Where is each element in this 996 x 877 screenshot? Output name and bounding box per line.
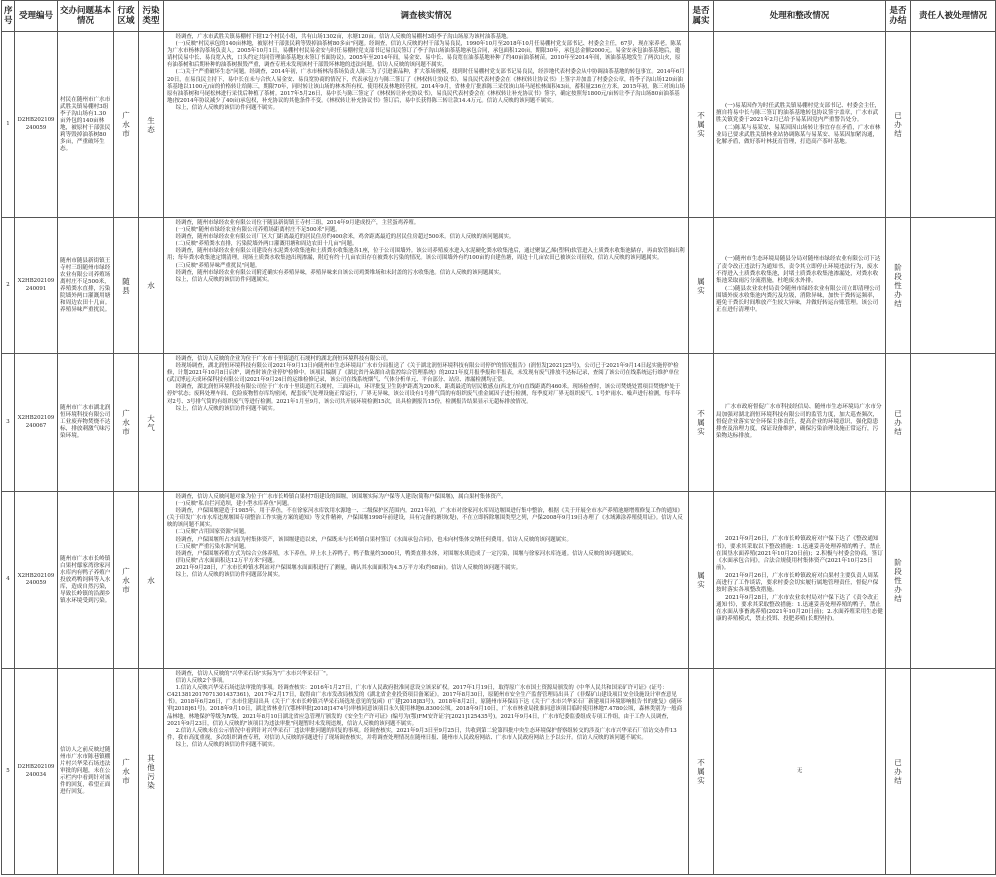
row-problem: 随州市随县新街镇王寺村三组随州市绿经农业有限公司养殖场离村庄不足500米，养殖粪水直排，污染院墙外两口灌溉用塘和周边农田十几亩。养殖异味严重扰民。 xyxy=(58,218,114,354)
row-no: 2 xyxy=(2,218,15,354)
row-rectification: 广水市政府督促广水市科技经信局、随州市生态环境局广水市分局加强对湖北润恒环境科技有限公司的监管力度，加大巡查频次，督促企业落实安全环保主体责任，提高企业的环境意识，强化隐患排查及治理力度，保证设备维护，确保污染治理设施正常运行，污染物达标排放。 xyxy=(714,354,886,492)
row-region: 广水市 xyxy=(114,492,139,669)
row-verified: 属实 xyxy=(689,492,714,669)
table-row xyxy=(2,492,996,669)
row-closed: 已办结 xyxy=(886,32,911,218)
row-responsible xyxy=(911,354,996,492)
row-problem: 随州市广水市长岭镇白果村鄢家湾徐家河水库内有鸭子养殖户投放鸡鸭饲料等入水库，造成自然污染，导致长岭镇的沿湖乡镇水环境受到污染。 xyxy=(58,492,114,669)
row-verified: 不属实 xyxy=(689,354,714,492)
row-region: 广水市 xyxy=(114,669,139,875)
row-rectification: 无 xyxy=(714,669,886,875)
header-type: 污染类型 xyxy=(139,1,164,32)
row-region: 随县 xyxy=(114,218,139,354)
row-investigation: 经调查，随州市绿经农业有限公司位于随县新街镇王寺村三组，2014年9月建成投产，主营蛋鸡养殖。 (一)反映"随州市绿经农业有限公司养殖场距离村庄不足500米"问题。 经调查，随州市绿经农业有限公司厂区大门距离最近的居民住房约400余米，鸡舍距离最近的居民住房超过500米。信访人反映的该问题属实。 (二)反映"养殖粪水直排，污染院墙外两口灌溉用塘和周边农田十几亩"问题。 经调查，随州市绿经农业有限公司建设有水泥粪水收集池和土质粪水收集池各1座，位于公司围墙外。该公司养殖废水进入水泥硬化粪水收集池后，通过聚氯乙烯(塑料)软管进入土质粪水收集池储存，再由软管抽出利用；每年粪水收集池定期清理，现场土质粪水收集池出现渗漏，附近有约十几亩农田存在被粪水污染的情况。该公司围墙外有约100亩的自建鱼塘，周边十几亩农田已被该公司征收，信访人反映的该问题属实。 (三)反映"养殖异味严重扰民"问题。 经调查，随州市绿经农业有限公司附近确实有养殖异味，养殖异味来自该公司鸡粪堆场和未封盖的污水收集池。信访人反映的该问题属实。 综上，信访人反映的该信访件问题属实。 xyxy=(164,218,689,354)
row-investigation: 经调查，信访人反映的"兴华采石场"实际为"广水市兴华采石厂"。 信访人反映2个事项。 1.信访人反映兴华采石场违法审批的事项。经调查核实：2016年1月27日，广水市人民政府批准同意设立该采矿权。2017年1月19日，取得原广水市国土资源局颁发的《中华人民共和国采矿许可证》(证号：C4213812017071301437361)，2017年2月17日，取得由广水市发改局核发的《湖北省企业投资项目备案证》。2017年8月30日，原随州市安全生产监督管理局出具了《非煤矿山建设项目安全设施设计审查意见书》。2018年6月26日，广水市住建局出具《关于广水市长岭镇兴华采石场选址意见的复函》(广建[2018]83号)。2018年8月2日，原随州市环保局下达《关于广水市兴华采石厂新建项目环境影响报告书的批复》(随环审[2018]61号)。2018年9月10日，湖北省林业厅(鄂林审批[2018]1474号)审核同意该项目永久使用林地6.8300公顷。2018年9月10日，广水市林业局批准同意该项目临时使用林地7.4780公顷，森林类别为一般商品林地，林地保护等级为Ⅳ级。2021年8月10日湖北省应急管理厅颁发的《安全生产许可证》(编号为(鄂)FM安许证字[2021]125435号)。2021年9月4日，广水市纪委监委组成专项工作组，由于工作人员调查，2021年9月23日，信访人反映的"该项目为违法审批"问题暂时未发现违规，信访人反映的该问题不属实。 2.信访人反映未在公示情况中看到针对兴华采石厂违法审批问题的回复的事项。经调查核实，2021年9月3日至9月25日，共收到第二轮第四批中央生态环境保护督察组转交的涉及广水市兴华采石厂信访交办件13件，我市高度重视，多次组织调查专班，对信访人反映的问题进行了现场调查核实，并将调查处理情况在随州日报、随州市人民政府网站、广水市人民政府网站上予以公开。信访人反映的该问题不属实。 综上，信访人反映的该信访件问题不属实。 xyxy=(164,669,689,875)
row-no: 1 xyxy=(2,32,15,218)
row-responsible xyxy=(911,492,996,669)
row-closed: 已办结 xyxy=(886,354,911,492)
table-row xyxy=(2,32,996,218)
header-investigation: 调查核实情况 xyxy=(164,1,689,32)
row-responsible xyxy=(911,218,996,354)
row-problem: 信访人之前反映过随州市广水市陈巷镇棚片村兴华采石场违法审批的问题，未在公示栏内中看到针对该件的回复，希望正面进行回复。 xyxy=(58,669,114,875)
row-code: X2HB202109240059 xyxy=(15,492,58,669)
row-rectification: (一)易某因作为时任武胜关镇易棚村党支部书记、村委会主任，擅自将易中长与陈三签订的油茶基地转包协议签字盖章，广水市武胜关镇党委于2021年2月已给予易某因党内严重警告处分。 (二)陈某与易某安、易某因因山场转让事宜存在矛盾，广水市林业局已要求武胜关镇林业站协调陈某与易某安、易某因加紧沟通，化解矛盾，做好茶叶林抚育管理，打造高产茶叶基地。 xyxy=(714,32,886,218)
table-row xyxy=(2,669,996,875)
row-type: 大气 xyxy=(139,354,164,492)
row-closed: 阶段性办结 xyxy=(886,218,911,354)
row-investigation: 经调查，广水市武胜关镇易棚村下辖12个村民小组，共有山场1302亩，水塘120亩。信访人反映的易棚村3组李子沟山场原为该村油茶基地。 (一)反映"村民承包的140亩林地，被原村干部张民莉等毁掉油茶树80多亩"问题。经调查，信访人反映的村干部为易良民，1990年10月至2018年10月任易棚村党支部书记、村委会主任，67岁，现在家养老。陈某为广水市杨林沟茶场负责人。2005年10月1日，易棚村村民易金安与时任易棚村党支部书记易良民签订了李子沟山场油茶基地承包合同，承包面积120亩，期限30年，承包总金额2000元。易金安承包油茶基地后，邀请村民易中长、易良宽入伙，口头约定共同管理油茶基地(未签订书面协议)。2005年至2014年间，易金安、易中长、易良宽在油茶基地补种了约40亩油茶树苗。2010年至2014年间，该油茶基地发生了两次山火，原有油茶树和后期补种的油茶树损毁严重，调查专班未发现该村干部毁坏林地的违法问题。信访人反映的该问题不属实。 (二)关于"严重破坏生态"问题。经调查，2014年初，广水市杨林沟茶场负责人陈三为了引进新品种，扩大茶场规模，找到时任易棚村党支部书记易良民，经涉地代表村委会从中协调油茶基地的转包事宜。2014年6月20日，在易良民主持下，易中长在未与合伙人易金安、易良宽协商的情况下，代表承包方与陈三签订了《林权转让协议书》，易良民代表村委会在《林权转让协议书》上签字并加盖了村委会公章，将李子沟山场120亩油茶基地以1100元/亩的价格转让给陈三，期限70年，同时转让该山场的林木所有权、使用权及林地经营权。2014年9月，省林业厅批准陈三采伐该山场马尾松林面积43亩，蓄积量236立方米。2015年初，陈三对该山场原有油茶树和马尾松林进行采伐后种植了茶树。2017年5月26日，易中长与陈三签定了《林权转让补充协议书》，易良民代表村委会在《林权转让补充协议书》签字，确定按照每1800元/亩转让李子沟山场80亩油茶基地(按2014年协议减少了40亩)承包权，补充协议的其他条件不变。《林权转让补充协议书》签订后，易中长获得陈三转让款14.4万元。信访人反映的该问题不属实。 综上，信访人反映的该信访件问题不属实。 xyxy=(164,32,689,218)
header-rectification: 处理和整改情况 xyxy=(714,1,886,32)
row-type: 其他污染 xyxy=(139,669,164,875)
row-region: 广水市 xyxy=(114,32,139,218)
header-verified: 是否属实 xyxy=(689,1,714,32)
row-no: 3 xyxy=(2,354,15,492)
row-rectification: (一)随州市生态环境局随县分局对随州市绿经农业有限公司下达了责令改正违法行为通知书，责令其立即停止环境违法行为，废水不得进入土质粪水收集池，封堵土质粪水收集池渗漏处，对粪水收集池采取雨污分流措施，杜绝废水外排。 (二)随县农业农村局责令随州市绿经农业有限公司立即清理公司围墙外废水收集池内粪污及垃圾，消除异味，加快干粪转运频率，避免干粪长时间堆放产生较大异味，并做好转运台账管理。该公司正在进行清理中。 xyxy=(714,218,886,354)
row-region: 广水市 xyxy=(114,354,139,492)
header-problem: 交办问题基本情况 xyxy=(58,1,114,32)
header-code: 受理编号 xyxy=(15,1,58,32)
row-code: D2HB202109240034 xyxy=(15,669,58,875)
row-code: X2HB202109240067 xyxy=(15,354,58,492)
row-code: X2HB202109240091 xyxy=(15,218,58,354)
header-closed: 是否办结 xyxy=(886,1,911,32)
row-problem: 随州市广水市湖北润恒环境科技有限公司工业废弃物焚烧不达标，排放刺激气味污染环境。 xyxy=(58,354,114,492)
header-row xyxy=(2,1,996,32)
row-verified: 不属实 xyxy=(689,669,714,875)
row-type: 水 xyxy=(139,492,164,669)
row-rectification: 2021年9月26日，广水市长岭镇政府对户保下达了《整改通知书》，要求其采取以下整改措施：1.迅速妥善处理养殖的鸭子，禁止在围垦水面养殖(2021年10月20日前)；2.积极与村委会协商，签订《水面承包合同》，合法合规使用村集体资产(2021年10月25日前)。 2021年9月26日，广水市长岭镇政府对白果村主要负责人周某高进行了工作谈话，要求村委会切实履行属地管理责任，督促户保按时落实各项整改措施。 2021年9月28日，广水市农业农村局对户保下达了《责令改正通知书》，要求其采取整改措施：1.迅速妥善处理养殖的鸭子，禁止在水面从事畜禽养殖(2021年10月20日前)；2.水面养殖采用生态健康的养殖模式，禁止投饵、投肥养殖(长期坚持)。 xyxy=(714,492,886,669)
table-row xyxy=(2,354,996,492)
row-responsible xyxy=(911,669,996,875)
row-investigation: 经调查，信访人反映问题对象为位于广水市长岭镇白果村7组建设的围堰，该围堰实际为户保等人建设(简称户保围堰)，属白果村集体资产。 (一)反映"私自拦河造坝，建小型水库养鱼"问题。 经调查，户保围堰建造于1985年，用于养鱼，不在徐家河水库饮用水源地一、二级保护区范围内。2021年初，广水市对徐家河水库周边堰围进行集中整治，根据《关于开展全市水产养殖池塘增殖修复工作的通知》(关于印发广水市水库违规堰围专项整治工作实施方案的通知》等文件精神，户保围堰1998年前建设，具有完备的塘坝(堤)，不在立即拆除堰围类型之列，户保2008年9月19日办理了《水域滩涂养殖使用证》。信访人反映的该问题不属实。 (二)反映"占用国家资源"问题。 经调查，户保围堰所占水面为村集体资产，该围堰建造以来，户保既未与长岭镇白果村签订《水面承包合同》，也未向村集体交纳任何费用。信访人反映的该问题属实。 (三)反映"严重污染水源"问题。 经调查，户保围堰养殖方式为综合立体养殖，水下养鱼，岸上水上养鸭子，鸭子数量约3000只，鸭粪直排水体，对围堰水质造成了一定污染，围堰与徐家河水库连通。信访人反映的该问题属实。 (四)反映"占水面面积达12万平方米"问题。 2021年9月28日，广水市长岭镇水利站对户保围堰水面面积进行了测量，确认其水面面积为4.5万平方米(约68亩)。信访人反映的该问题不属实。 综上，信访人反映的该信访件问题部分属实。 xyxy=(164,492,689,669)
table-row xyxy=(2,218,996,354)
row-code: D2HB202109240059 xyxy=(15,32,58,218)
row-no: 4 xyxy=(2,492,15,669)
row-investigation: 经调查，信访人反映的企业为位于广水市十里街道红石埂村的湖北润恒环境科技有限公司。 经现场调查，湖北润恒环境科技有限公司2021年9月13日向随州市生态环境局广水市分局报送了《关于湖北润恒环境科技有限公司停炉的情况报告》(润恒发[2021]25号)，公司已于2021年9月14日起实施停炉检修，计划2021年10月8日启炉，调查时该企业停炉检修中。该项目编制了《湖北省丹朵湖自动监控综合管理系统》的2021年度月报季报和半报表，未发现有废气排放不达标记录，查阅了该公司在线系统运行维护单位(武汉博远天成环保科技有限公司)2021年9月24日的运维检修记录，该公司在线系统烟气、气体分析单元、平台部分、站房、渗漏检测均正常。 经调查，湖北润恒环境科技有限公司位于广水市十里街道红石埂村，三面环山，环评批复卫生防护距离为200米，距离最近的居民敏感点(西北方向)直线距离约460米。现场检查时，该公司焚烧处置项目焚烧炉处于停炉状态；废料处理车间、危险废物暂存库均密闭，配套废气处理设施正常运行，厂界无异味，该公司设有1号排气筒的有组织废气重金属因子进行检测，每季度对厂界无组织废气、1号炉雨水、噪声进行检测，每半年对2号、3号排气筒的有组织废气等进行检测。2021年1月至9月，该公司共开展环境检测15次，出具检测报告15份，检测报告结果显示无超标排放情况。 综上，信访人反映的该信访件问题不属实。 xyxy=(164,354,689,492)
row-verified: 属实 xyxy=(689,218,714,354)
row-verified: 不属实 xyxy=(689,32,714,218)
row-closed: 阶段性办结 xyxy=(886,492,911,669)
row-responsible xyxy=(911,32,996,218)
row-type: 生态 xyxy=(139,32,164,218)
row-problem: 村民在随州市广水市武胜关镇易棚村3组李子沟山场有1.30亩外包的140亩林地，被原村干部张民莉等毁掉油茶树80多亩，严重破坏生态。 xyxy=(58,32,114,218)
header-no: 序号 xyxy=(2,1,15,32)
petition-table xyxy=(1,0,996,875)
header-responsible: 责任人被处理情况 xyxy=(911,1,996,32)
row-type: 水 xyxy=(139,218,164,354)
row-no: 5 xyxy=(2,669,15,875)
header-region: 行政区域 xyxy=(114,1,139,32)
row-closed: 已办结 xyxy=(886,669,911,875)
